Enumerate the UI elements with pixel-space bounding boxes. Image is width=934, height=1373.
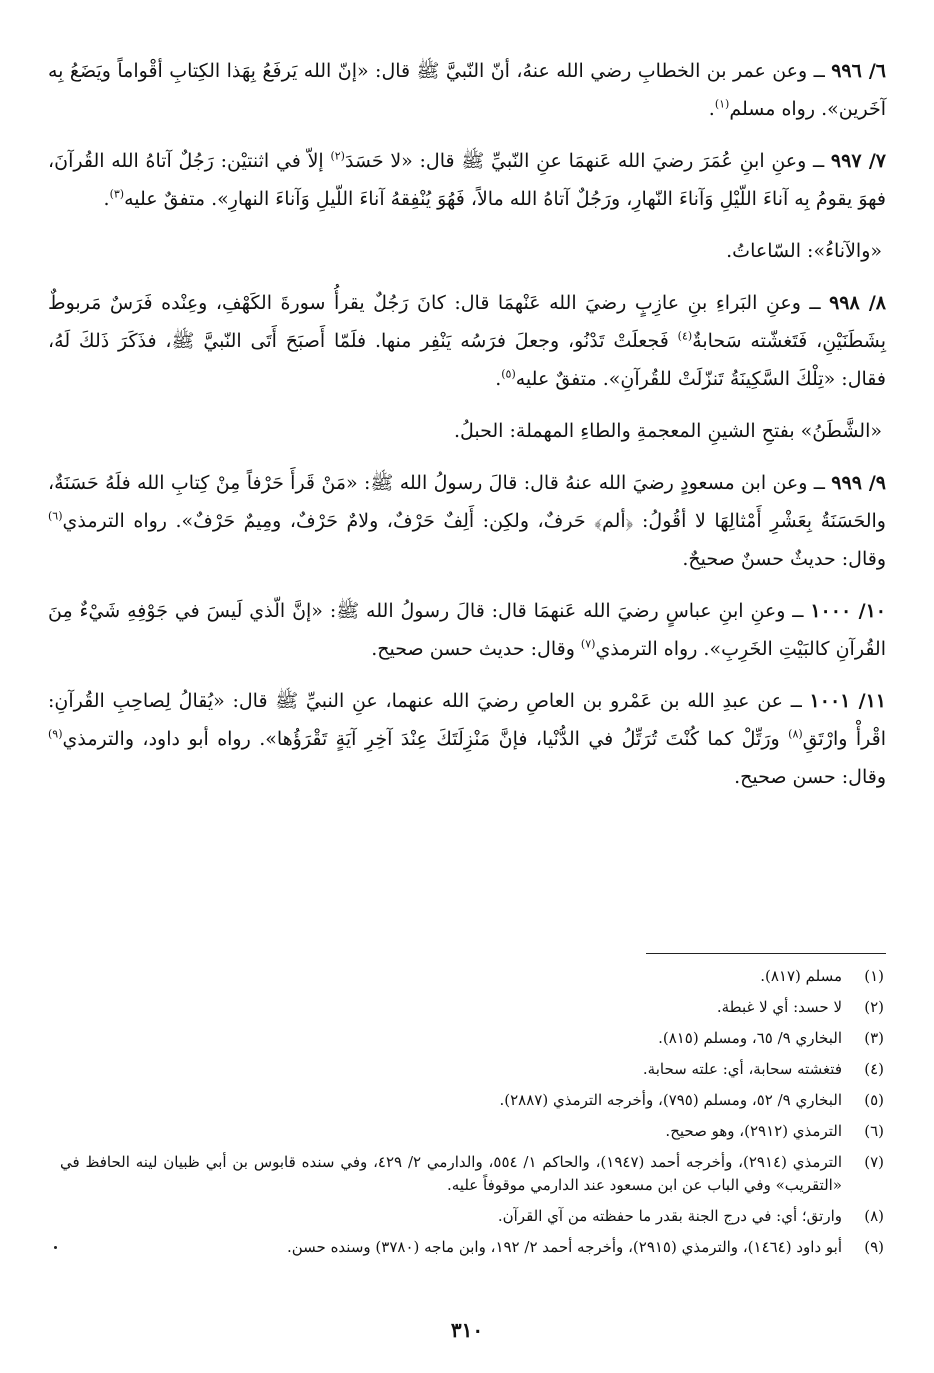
footnote-ref[interactable]: (٢) bbox=[330, 149, 345, 163]
footnote-text: فتغشته سحابة، أي: علته سحابة. bbox=[642, 1060, 842, 1078]
hadith-999 bbox=[48, 464, 886, 578]
footnote-item bbox=[60, 1205, 884, 1228]
hadith-text-continued: ورَتِّلْ كما كُنْتَ تُرَتِّلُ في الدُّنْيا، فإنَّ مَنْزِلَتَكَ عِنْدَ آخِرِ آيَةٍ تَقْرَؤُها». رواه أبو داود، والترمذي bbox=[62, 728, 780, 750]
hadith-996: ٦/ ٩٩٦ ــ وعن عمر بن الخطابِ رضي الله عنهُ، أنّ النّبيَّ ﷺ قال: «إنّ الله يَرفَعُ بِهَذا الكِتابِ أقْواماً ويَضَعُ بِه آخَرين». رواه مسلم$^{(١)}$. bbox=[48, 60, 886, 120]
footnote-text: الترمذي (٢٩١٤)، وأخرجه أحمد (١٩٤٧)، والحاكم ١/ ٥٥٤، والدارمي ٢/ ٤٢٩، وفي سنده قابوس بن أبي ظبيان لينه الحافظ في «التقريب» وفي الباب عن ابن مسعود عند الدارمي موقوفاً عليه. bbox=[60, 1153, 842, 1194]
hadith-number: ٦/ ٩٩٦ bbox=[831, 60, 886, 82]
page-body bbox=[48, 52, 886, 810]
footnote-divider bbox=[646, 953, 886, 954]
hadith-text: ــ وعن ابن مسعودٍ رضيَ الله عنهُ قال: قالَ رسولُ الله ﷺ: «مَنْ قَرأَ حَرْفاً مِنْ كِتابِ الله فلَهُ حَسَنَةٌ، والحَسَنَةُ بِعَشْرِ أَمْثالِهَا لا أقُولُ: ﴿ألم﴾ حَرفٌ، ولكِن: أَلِفٌ حَرْفٌ، ولامٌ حَرْفٌ، ومِيمٌ حَرْفٌ». رواه الترمذي bbox=[48, 472, 886, 532]
hadith-text-continued: وقال: حديثٌ حسنٌ صحيحٌ. bbox=[682, 548, 886, 570]
footnote-item bbox=[60, 1089, 884, 1112]
hadith-998: ٨/ ٩٩٨ ــ وعنِ البَراءِ بنِ عازِبٍ رضيَ الله عَنْهمَا قال: كانَ رَجُلٌ يقرأُ سورةَ الكَهْفِ، وعِنْده فَرَسٌ مَربوطٌ بِشَطَنَيْنِ، فَتَغشّته سَحابةٌ$^{(٤)}$ فَجعلَتْ تَدْنُو، وجعلَ فرَسُه يَنْفِر منها. فلَمّا أَصبَحَ أَتَى النّبيَّ ﷺ، فذَكَرَ ذَلكَ لَهُ، فقال: «تِلْكَ السَّكِينَةُ تَنزّلَتْ للقُرآنِ». متفقٌ عليه$^{(٥)}$. bbox=[48, 292, 886, 390]
footnote-text: وارتق؛ أي: في درج الجنة بقدر ما حفظته من آي القرآن. bbox=[497, 1207, 842, 1225]
footnote-item bbox=[60, 1151, 884, 1197]
hadith-text: ــ عن عبدِ الله بن عَمْرو بن العاصِ رضيَ الله عنهما، عنِ النبيِّ ﷺ قال: «يُقالُ لِصاحِبِ القُرآنِ: اقْرأْ وارْتَقِ bbox=[48, 690, 886, 750]
footnote-number: (٥) bbox=[864, 1091, 884, 1109]
footnote-ref[interactable]: (٣) bbox=[109, 187, 125, 201]
page-number: ٣١٠ bbox=[450, 1318, 484, 1342]
footnote-number: (٣) bbox=[864, 1029, 884, 1047]
footnote-ref[interactable]: (٤) bbox=[677, 329, 693, 343]
footnote-item bbox=[60, 996, 884, 1019]
hadith-text-continued: وقال: حديث حسن صحيح. bbox=[371, 638, 575, 660]
footnote-item bbox=[60, 965, 884, 988]
footnote-ref[interactable]: (٥) bbox=[501, 367, 516, 381]
gloss-shatan: «الشَّطَنُ» بفتحِ الشينِ المعجمةِ والطاءِ المهملة: الحبلُ. bbox=[453, 420, 882, 442]
gloss-anaa: «والآناءُ»: السّاعاتُ. bbox=[726, 240, 882, 262]
footnote-number: (٦) bbox=[864, 1122, 884, 1140]
hadith-number: ١١/ ١٠٠١ bbox=[809, 690, 886, 712]
footnote-text: الترمذي (٢٩١٢)، وهو صحيح. bbox=[665, 1122, 842, 1140]
footnote-number: (٩) bbox=[864, 1238, 884, 1256]
hadith-text: ــ وعنِ ابنِ عباسٍ رضيَ الله عَنهمَا قال: قالَ رسولُ الله ﷺ: «إنَّ الّذي لَيسَ في جَوْفِهِ شَيْءٌ مِنَ القُرآنِ كالبَيْتِ الخَرِبِ». رواه الترمذي bbox=[48, 600, 886, 660]
footnote-number: (٤) bbox=[864, 1060, 884, 1078]
stray-mark bbox=[54, 1246, 57, 1249]
hadith-text-continued: فَجعلَتْ تَدْنُو، وجعلَ فرَسُه يَنْفِر منها. فلَمّا أَصبَحَ أَتَى النّبيَّ ﷺ، فذَكَرَ ذَلكَ لَهُ، فقال: «تِلْكَ السَّكِينَةُ تَنزّلَتْ للقُرآنِ». متفقٌ عليه bbox=[48, 330, 886, 390]
hadith-text-end: وقال: حسن صحيح. bbox=[734, 766, 886, 788]
footnote-text: البخاري ٩/ ٦٥، ومسلم (٨١٥). bbox=[658, 1029, 842, 1047]
footnote-text: لا حسد: أي لا غبطة. bbox=[716, 998, 842, 1016]
hadith-1001 bbox=[48, 682, 886, 796]
footnote-text: أبو داود (١٤٦٤)، والترمذي (٢٩١٥)، وأخرجه أحمد ٢/ ١٩٢، وابن ماجه (٣٧٨٠) وسنده حسن. bbox=[286, 1238, 842, 1256]
footnote-ref[interactable]: (٦) bbox=[48, 509, 63, 523]
footnote-ref[interactable]: (٨) bbox=[788, 727, 803, 741]
hadith-997: ٧/ ٩٩٧ ــ وعنِ ابنِ عُمَرَ رضيَ الله عَنهمَا عنِ النّبيِّ ﷺ قال: «لا حَسَدَ$^{(٢)}$ إلاّ في اثنتيْن: رَجُلٌ آتاهُ الله القُرآنَ، فهوَ يقومُ بِه آناءَ اللّيْلِ وَآناءَ النّهارِ، ورَجُلٌ آتاهُ الله مالاً، فَهُوَ يُنْفِقهُ آناءَ اللّيلِ وَآناءَ النهارِ». متفقٌ عليه$^{(٣)}$. bbox=[48, 149, 887, 210]
footnote-ref[interactable]: (٧) bbox=[580, 637, 596, 651]
footnote-number: (٨) bbox=[864, 1207, 884, 1225]
footnote-text: مسلم (٨١٧). bbox=[760, 967, 842, 985]
hadith-text: ــ وعنِ ابنِ عُمَرَ رضيَ الله عَنهمَا عنِ النّبيِّ ﷺ قال: «لا حَسَدَ bbox=[344, 150, 825, 172]
footnote-ref[interactable]: (٩) bbox=[48, 727, 63, 741]
footnote-text: البخاري ٩/ ٥٢، ومسلم (٧٩٥)، وأخرجه الترمذي (٢٨٨٧). bbox=[499, 1091, 842, 1109]
footnotes-section bbox=[60, 965, 884, 1267]
hadith-number: ٩/ ٩٩٩ bbox=[831, 472, 886, 494]
footnote-item bbox=[60, 1236, 884, 1259]
hadith-text: ــ وعن عمر بن الخطابِ رضي الله عنهُ، أنّ النّبيَّ ﷺ قال: «إنّ الله يَرفَعُ بِهَذا الكِتابِ أقْواماً ويَضَعُ بِه آخَرين». رواه مسلم bbox=[48, 60, 886, 120]
hadith-number: ١٠/ ١٠٠٠ bbox=[810, 600, 886, 622]
footnote-number: (١) bbox=[864, 967, 884, 985]
footnote-ref[interactable]: (١) bbox=[714, 97, 730, 111]
hadith-text: ــ وعنِ البَراءِ بنِ عازِبٍ رضيَ الله عَنْهمَا قال: كانَ رَجُلٌ يقرأُ سورةَ الكَهْفِ، وعِنْده فَرَسٌ مَربوطٌ بِشَطَنَيْنِ، فَتَغشّته سَحابةٌ bbox=[48, 292, 886, 352]
footnote-number: (٢) bbox=[864, 998, 884, 1016]
hadith-number: ٧/ ٩٩٧ bbox=[830, 150, 887, 172]
hadith-text-continued: إلاّ في اثنتيْن: رَجُلٌ آتاهُ الله القُرآنَ، فهوَ يقومُ بِه آناءَ اللّيْلِ وَآناءَ النّهارِ، ورَجُلٌ آتاهُ الله مالاً، فَهُوَ يُنْفِقهُ آناءَ اللّيلِ وَآناءَ النهارِ». متفقٌ عليه bbox=[48, 150, 886, 210]
footnote-number: (٧) bbox=[864, 1153, 884, 1171]
footnote-item bbox=[60, 1027, 884, 1050]
hadith-number: ٨/ ٩٩٨ bbox=[829, 292, 886, 314]
footnote-item bbox=[60, 1058, 884, 1081]
footnote-item bbox=[60, 1120, 884, 1143]
hadith-1000 bbox=[48, 592, 886, 668]
